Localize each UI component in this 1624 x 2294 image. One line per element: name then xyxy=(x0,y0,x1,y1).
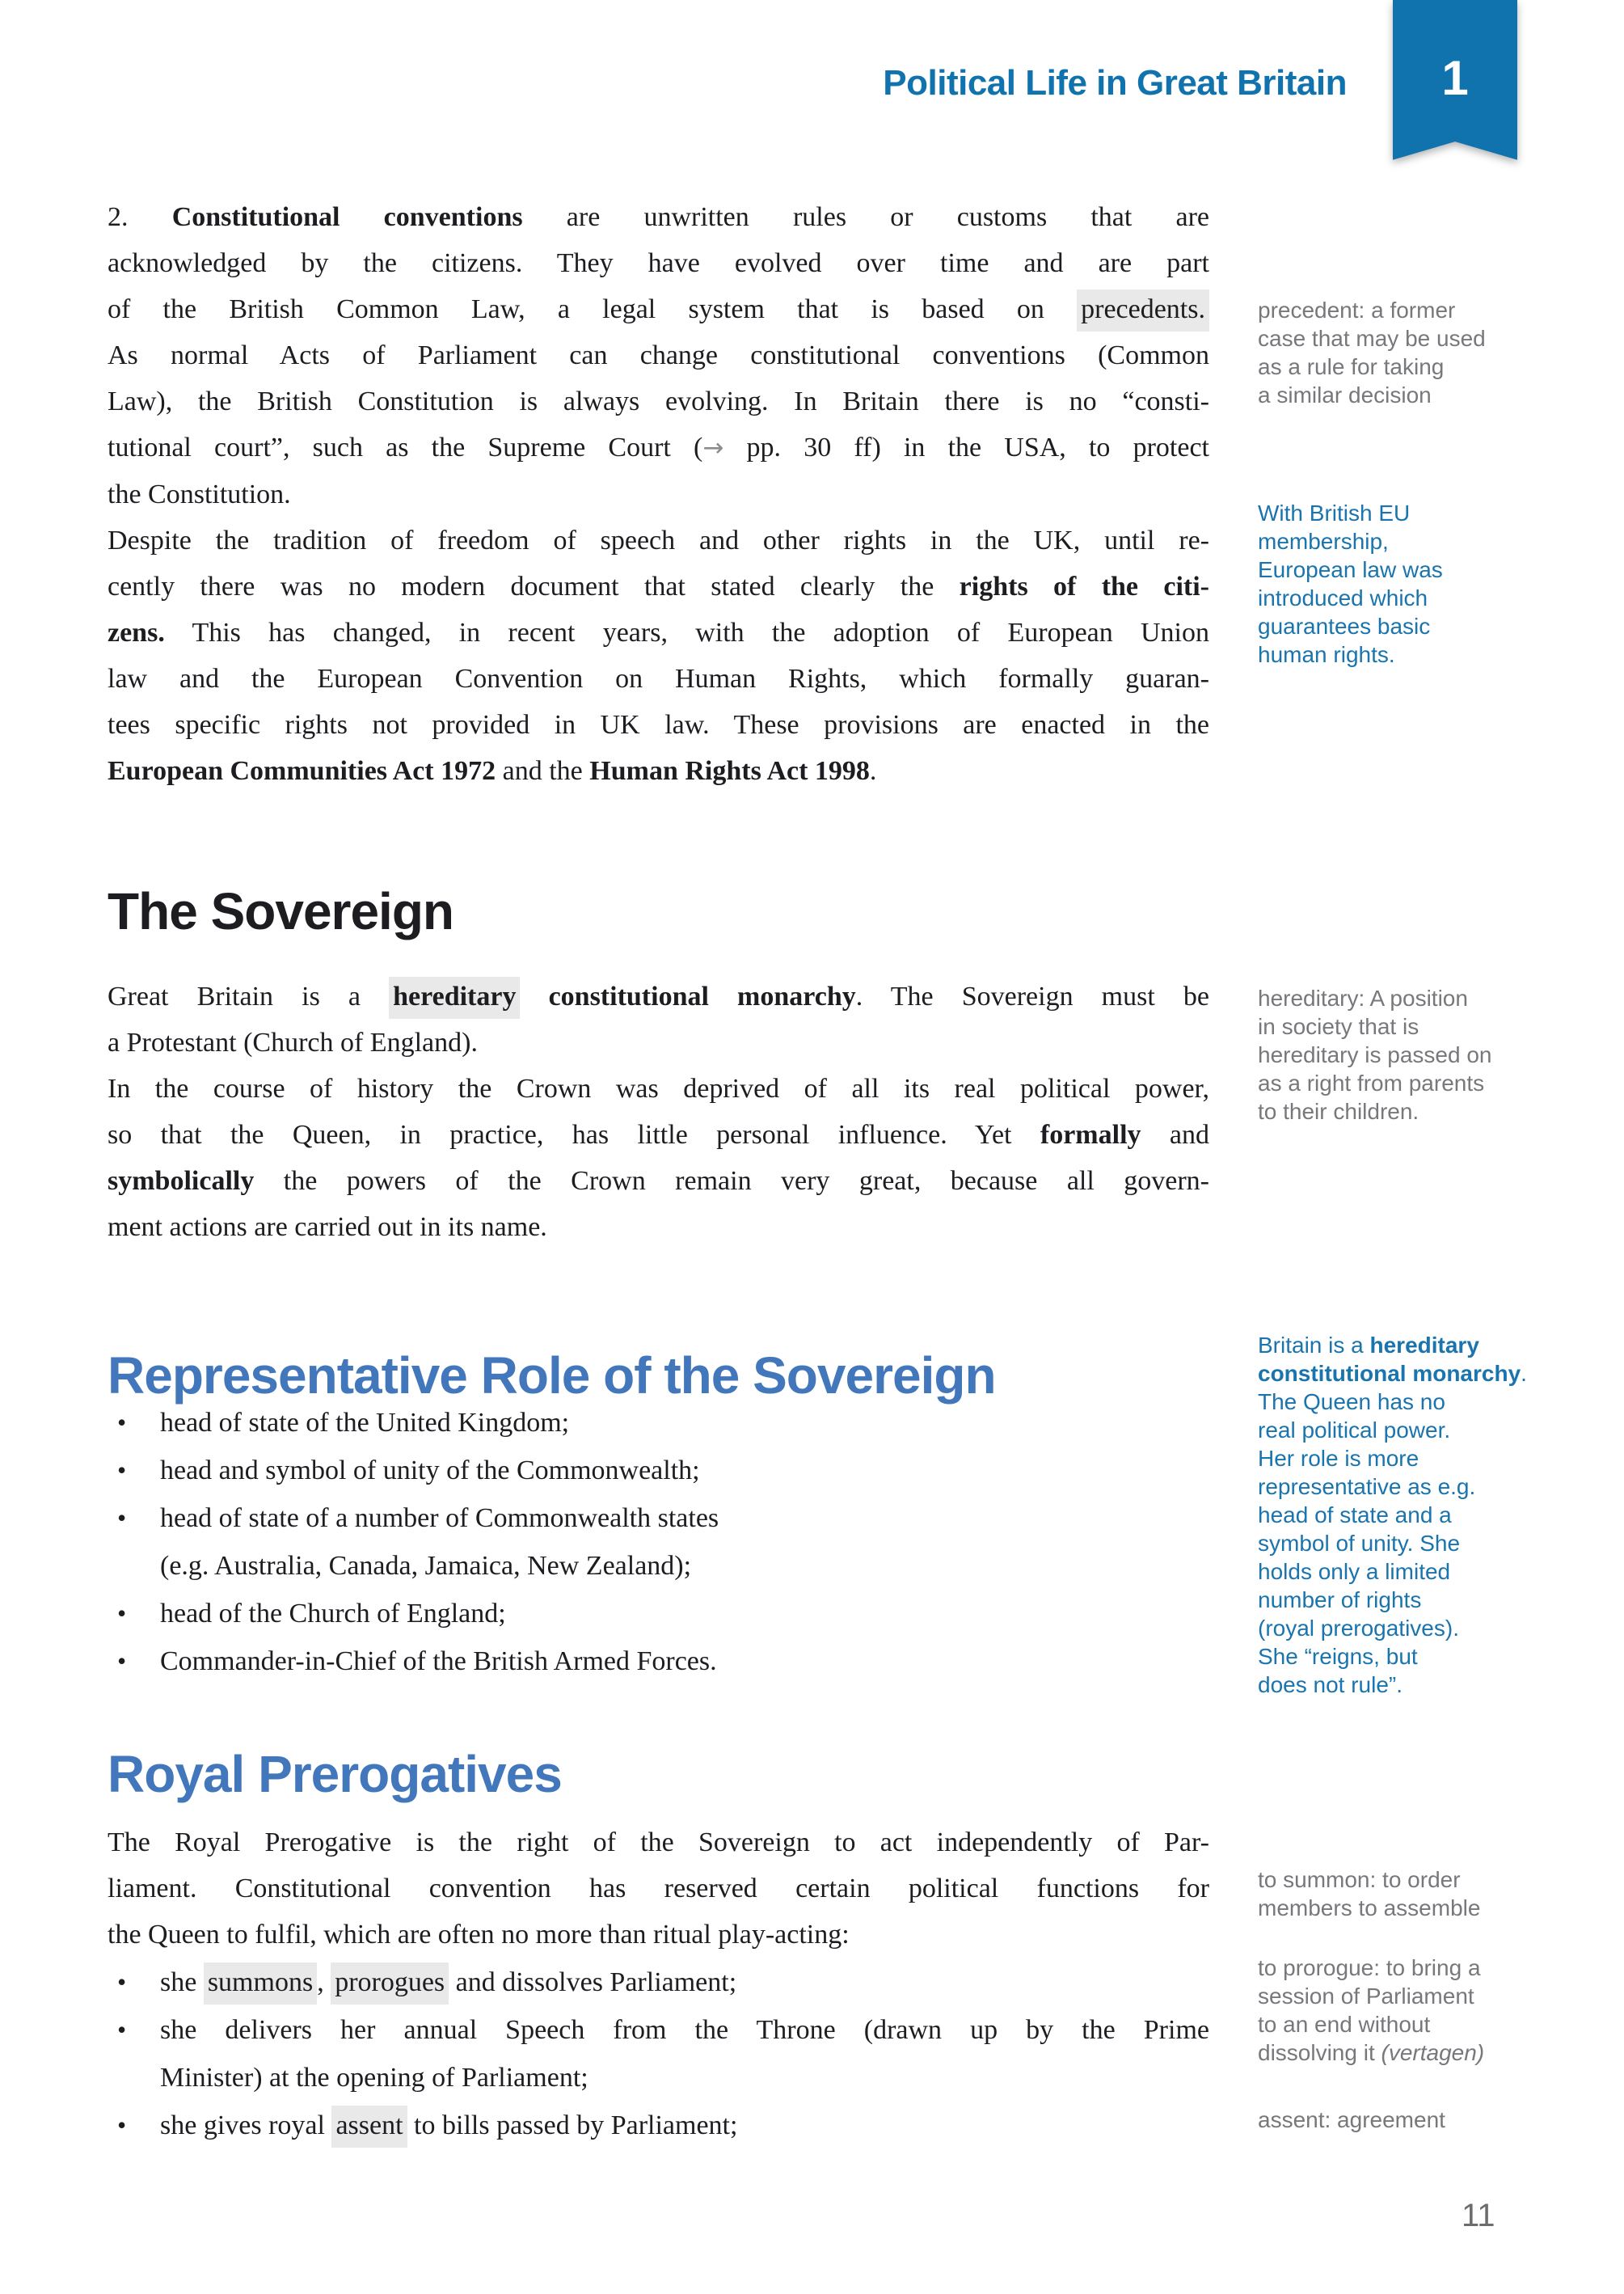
text-segment: tees specific rights not provided in UK law. These provisions are enacted in the xyxy=(108,710,1209,740)
text-line xyxy=(108,1912,1209,1958)
page-header-title: Political Life in Great Britain xyxy=(883,63,1347,103)
text-segment: she delivers her annual Speech from the Throne (drawn up by the Prime xyxy=(160,2015,1209,2045)
intro-paragraphs xyxy=(108,194,1209,794)
text-segment: (e.g. Australia, Canada, Jamaica, New Zealand); xyxy=(160,1551,692,1581)
text-line xyxy=(108,286,1209,332)
text-line xyxy=(108,748,1209,794)
margin-note-hereditary xyxy=(1258,984,1605,1126)
text-line xyxy=(108,656,1209,702)
text-segment: assent: agreement xyxy=(1258,2107,1445,2132)
text-line xyxy=(108,2054,1209,2102)
text-segment: Law), the British Constitution is always evolving. In Britain there is no “consti- xyxy=(108,387,1209,416)
text-segment: head and symbol of unity of the Commonwealth; xyxy=(160,1455,700,1485)
highlighted-term: summons xyxy=(204,1962,317,2005)
text-segment xyxy=(520,982,548,1012)
text-segment: tutional court”, such as the Supreme Court ( xyxy=(108,433,703,463)
text-line xyxy=(108,1447,1209,1494)
bullet-icon: • xyxy=(117,1408,127,1437)
text-line xyxy=(108,1066,1209,1112)
text-segment: . The Sovereign must be xyxy=(855,982,1209,1012)
text-segment: the Constitution. xyxy=(108,480,291,509)
text-segment: ment actions are carried out in its name. xyxy=(108,1212,547,1242)
bullet-icon: • xyxy=(117,1503,127,1532)
text-line xyxy=(108,1819,1209,1865)
bullet-icon: • xyxy=(117,1455,127,1485)
text-segment: acknowledged by the citizens. They have evolved over time and are part xyxy=(108,248,1209,278)
bullet-icon: • xyxy=(117,1599,127,1628)
text-line xyxy=(108,1399,1209,1447)
text-line xyxy=(108,1112,1209,1158)
text-segment: and the xyxy=(496,756,590,786)
bullet-icon: • xyxy=(117,2110,127,2140)
text-segment: of the British Common Law, a legal system that is based on xyxy=(108,294,1078,324)
text-segment: Britain is a xyxy=(1258,1333,1370,1358)
text-line xyxy=(108,2006,1209,2054)
text-segment: head of the Church of England; xyxy=(160,1599,506,1629)
text-line xyxy=(108,1865,1209,1912)
text-segment: head of state of a number of Commonwealth states xyxy=(160,1503,719,1533)
text-segment: Despite the tradition of freedom of speech and other rights in the UK, until re- xyxy=(108,526,1209,556)
text-line xyxy=(108,564,1209,610)
text-line xyxy=(108,1158,1209,1204)
highlighted-term: precedents. xyxy=(1077,289,1209,332)
text-segment: This has changed, in recent years, with the adoption of European Union xyxy=(164,618,1209,648)
text-segment: . The Queen has no real political power. Her role is more representative as e.g. head of state and a symbol of unity. She holds only a limited number of rights (royal prerogatives). She “reigns, but does not rule”. xyxy=(1258,1361,1527,1697)
page-number: 11 xyxy=(1462,2198,1495,2233)
text-line xyxy=(108,471,1209,518)
text-segment: head of state of the United Kingdom; xyxy=(160,1408,570,1438)
text-line xyxy=(108,1637,1209,1685)
text-line xyxy=(108,1020,1209,1066)
text-segment: are unwritten rules or customs that are xyxy=(522,202,1210,232)
text-segment: Commander-in-Chief of the British Armed Forces. xyxy=(160,1646,717,1676)
highlighted-term: prorogues xyxy=(331,1962,449,2005)
text-segment: hereditary: A position in society that is hereditary is passed on as a right from parents to their children. xyxy=(1258,986,1492,1124)
text-line xyxy=(108,425,1209,471)
text-line xyxy=(108,1958,1209,2006)
text-segment: a Protestant (Church of England). xyxy=(108,1028,478,1058)
text-segment: precedent: a former case that may be used as a rule for taking a similar decision xyxy=(1258,298,1486,408)
text-segment: the powers of the Crown remain very great, because all govern- xyxy=(254,1166,1209,1196)
text-line xyxy=(108,1204,1209,1250)
text-segment: hereditary constitutional monarchy xyxy=(1258,1333,1521,1386)
highlighted-term: hereditary xyxy=(389,977,520,1019)
text-segment: (vertagen) xyxy=(1381,2040,1485,2065)
text-segment: Constitutional conventions xyxy=(171,202,523,232)
text-line xyxy=(108,378,1209,425)
text-line xyxy=(108,702,1209,748)
text-segment: cently there was no modern document that stated clearly the xyxy=(108,572,960,602)
margin-note-eu-law xyxy=(1258,499,1605,669)
text-line xyxy=(108,332,1209,378)
text-segment: As normal Acts of Parliament can change constitutional conventions (Common xyxy=(108,340,1209,370)
text-segment: European Communities Act 1972 xyxy=(108,756,496,786)
text-segment: , xyxy=(317,1967,331,1997)
representative-role-bullet-list xyxy=(108,1399,1209,1685)
text-segment: Great Britain is a xyxy=(108,982,390,1012)
text-line xyxy=(108,240,1209,286)
chapter-number: 1 xyxy=(1441,51,1469,105)
text-segment: to bills passed by Parliament; xyxy=(407,2110,738,2140)
royal-prerogatives-paragraph xyxy=(108,1819,1209,1958)
section-heading-royal-prerogatives: Royal Prerogatives xyxy=(108,1745,562,1803)
margin-column xyxy=(1258,0,1605,2294)
text-segment: formally xyxy=(1040,1120,1141,1150)
text-segment: constitutional monarchy xyxy=(548,982,856,1012)
text-segment: rights of the citi- xyxy=(959,572,1209,602)
text-line xyxy=(108,1590,1209,1637)
text-segment: law and the European Convention on Human Rights, which formally guaran- xyxy=(108,664,1209,694)
margin-note-precedent xyxy=(1258,296,1605,409)
text-segment: Minister) at the opening of Parliament; xyxy=(160,2063,588,2093)
text-line xyxy=(108,974,1209,1020)
text-segment: the Queen to fulfil, which are often no more than ritual play-acting: xyxy=(108,1920,850,1950)
text-segment: Human Rights Act 1998 xyxy=(589,756,870,786)
text-segment: The Royal Prerogative is the right of the Sovereign to act independently of Par- xyxy=(108,1827,1209,1857)
text-segment: liament. Constitutional convention has reserved certain political functions for xyxy=(108,1874,1209,1903)
text-segment: so that the Queen, in practice, has little personal influence. Yet xyxy=(108,1120,1040,1150)
bullet-icon: • xyxy=(117,1967,127,1996)
text-segment: she xyxy=(160,1967,204,1997)
text-segment: and xyxy=(1141,1120,1209,1150)
royal-prerogatives-bullet-list xyxy=(108,1958,1209,2149)
margin-note-summon xyxy=(1258,1865,1605,1922)
text-line xyxy=(108,194,1209,240)
bullet-icon: • xyxy=(117,1646,127,1675)
text-segment: 2. xyxy=(108,202,172,232)
text-segment: to summon: to order members to assemble xyxy=(1258,1867,1481,1920)
cross-reference-arrow-icon: → xyxy=(702,433,724,463)
text-segment: zens. xyxy=(108,618,165,648)
sovereign-paragraph xyxy=(108,974,1209,1250)
margin-note-prorogue xyxy=(1258,1954,1605,2067)
text-line xyxy=(108,1494,1209,1542)
section-heading-representative-role: Representative Role of the Sovereign xyxy=(108,1346,996,1405)
section-heading-sovereign: The Sovereign xyxy=(108,882,453,940)
text-segment: In the course of history the Crown was deprived of all its real political power, xyxy=(108,1074,1209,1104)
text-segment: . xyxy=(869,756,877,786)
bullet-icon: • xyxy=(117,2015,127,2044)
text-line xyxy=(108,518,1209,564)
margin-note-assent xyxy=(1258,2106,1605,2134)
margin-note-monarchy-summary xyxy=(1258,1331,1605,1699)
text-line xyxy=(108,2102,1209,2149)
text-segment: and dissolves Parliament; xyxy=(449,1967,737,1997)
text-segment: pp. 30 ff) in the USA, to protect xyxy=(723,433,1209,463)
text-line xyxy=(108,610,1209,656)
text-line xyxy=(108,1542,1209,1590)
text-segment: she gives royal xyxy=(160,2110,332,2140)
text-segment: symbolically xyxy=(108,1166,255,1196)
text-segment: to prorogue: to bring a session of Parliament to an end without dissolving it xyxy=(1258,1955,1481,2065)
text-segment: With British EU membership, European law was introduced which guarantees basic human rights. xyxy=(1258,501,1443,667)
highlighted-term: assent xyxy=(331,2106,407,2148)
